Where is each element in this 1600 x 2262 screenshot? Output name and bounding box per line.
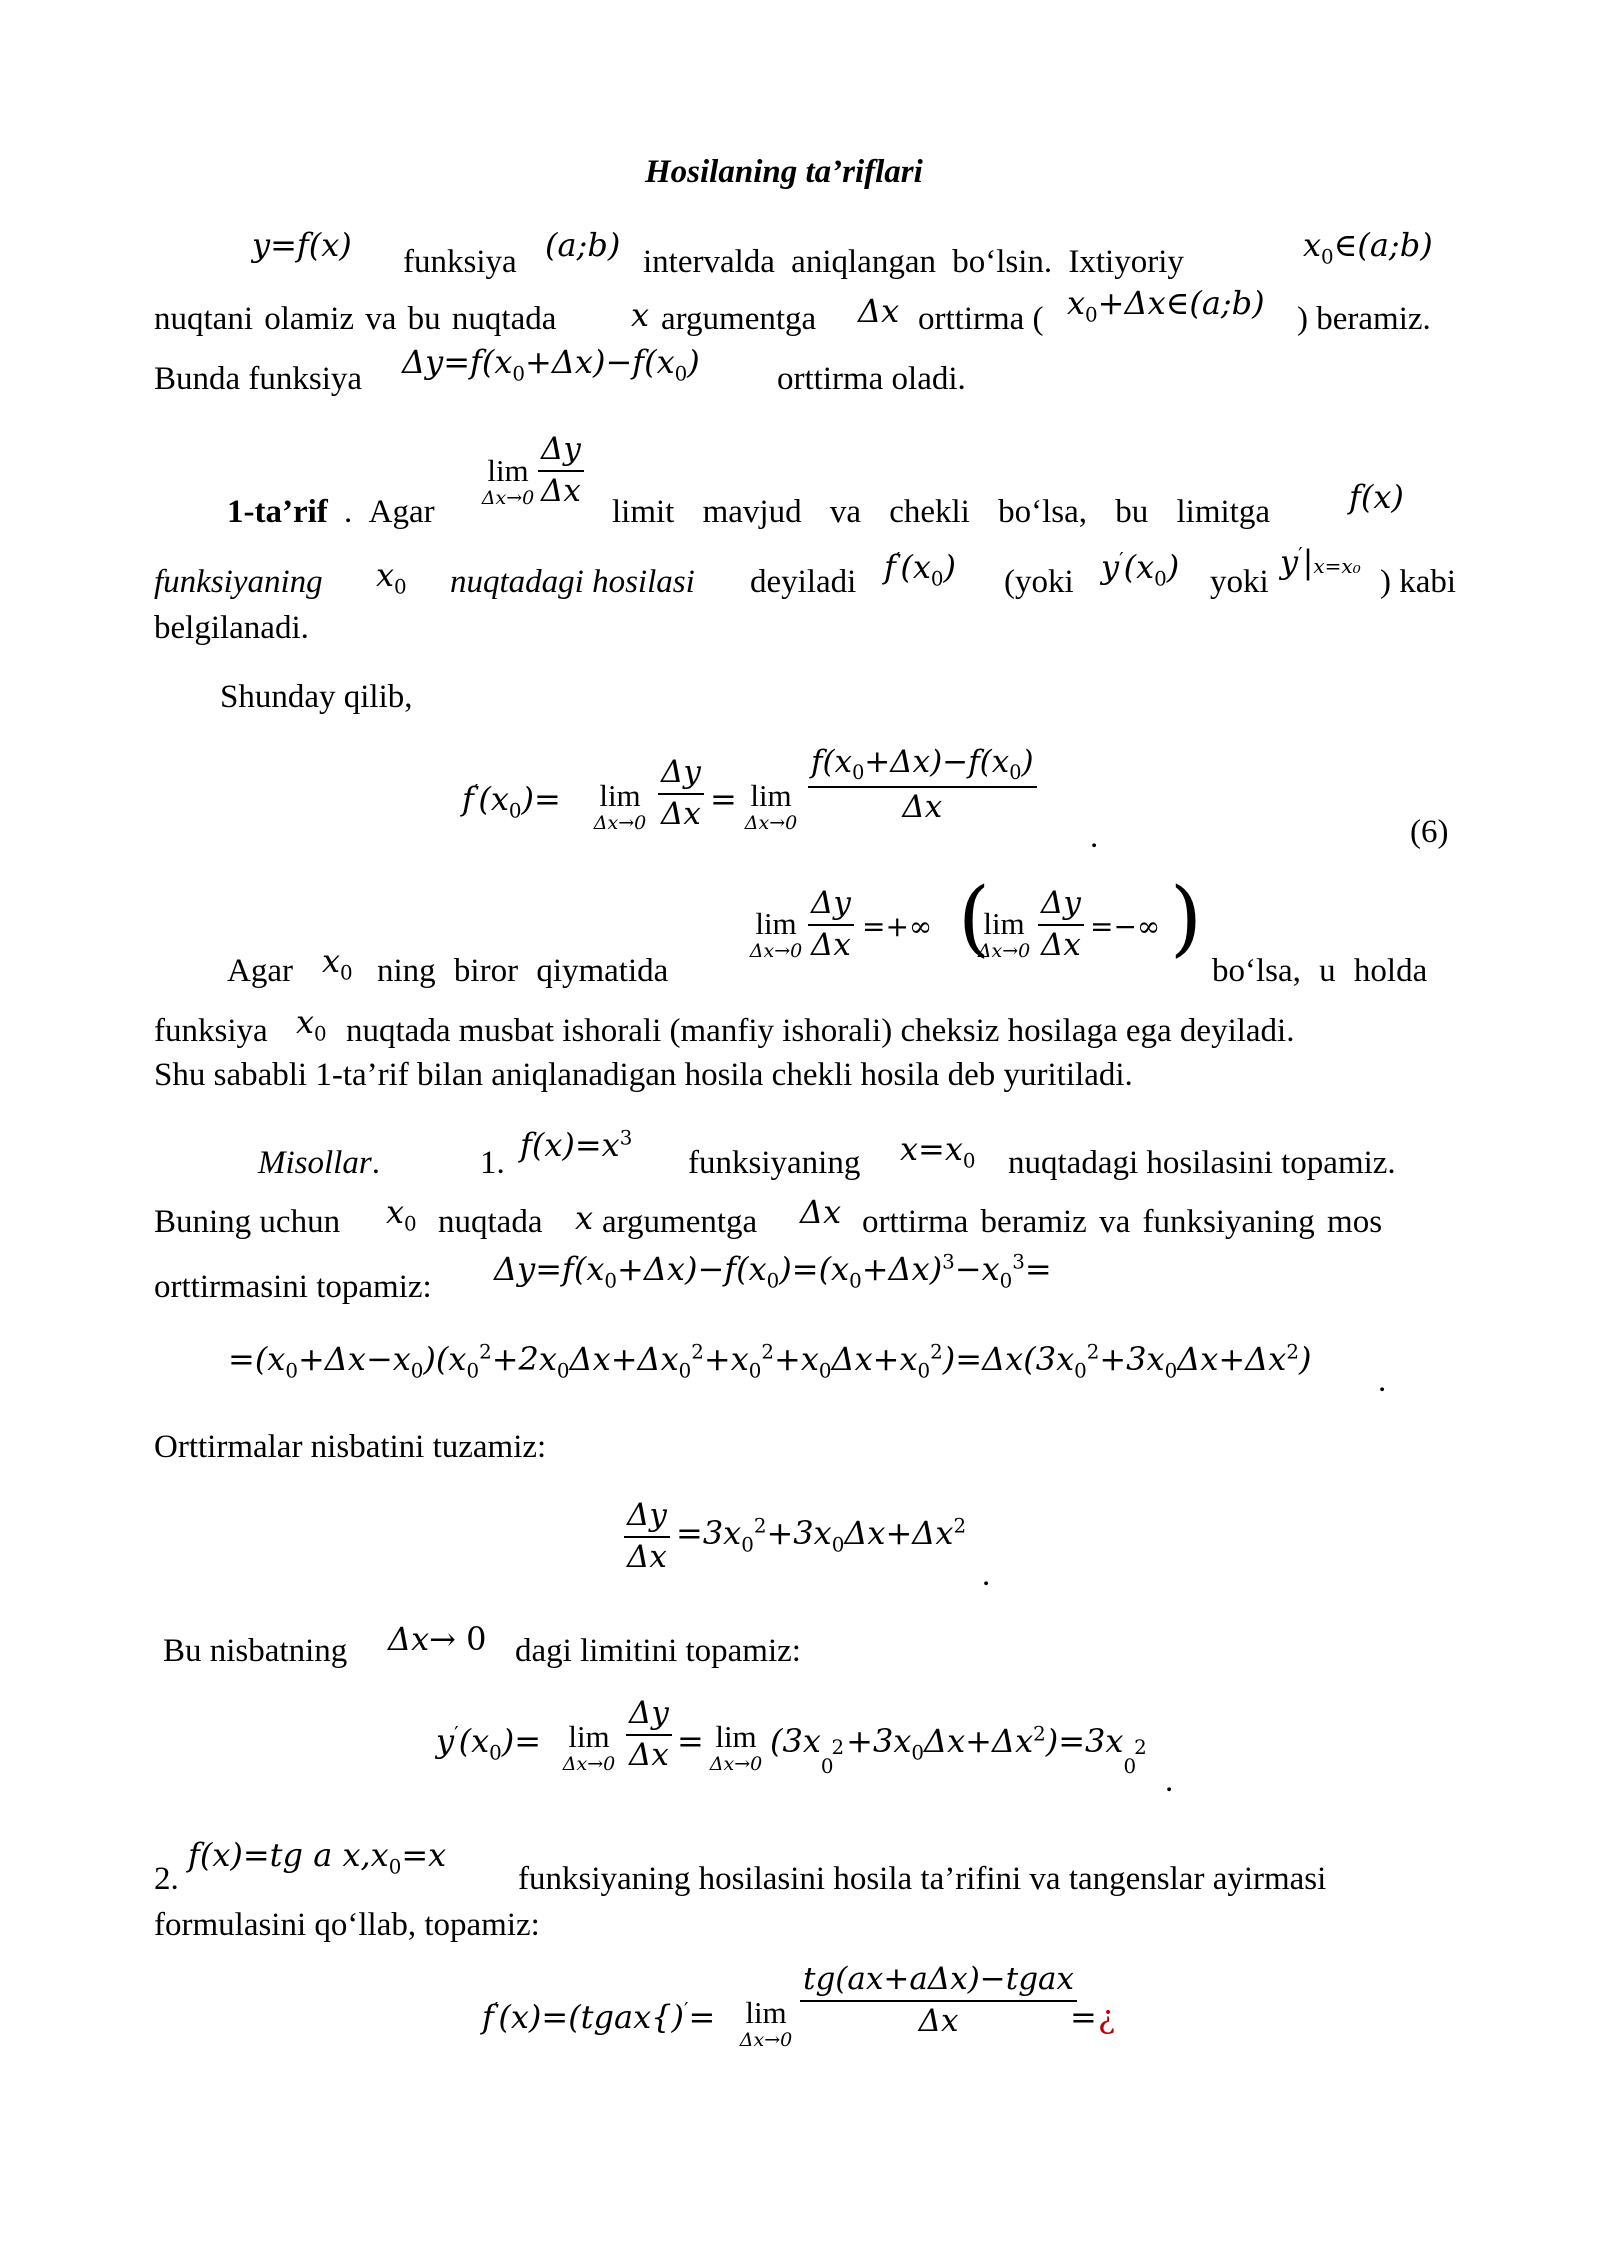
text-agar-2: Agar	[227, 953, 293, 989]
fraction-dy-dx-5	[626, 1696, 672, 1773]
text-deyiladi: deyiladi	[750, 564, 857, 600]
text-bolsa-u-holda: bo‘lsa, u holda	[1212, 953, 1428, 989]
text-funksiya-2: funksiya	[154, 1013, 268, 1049]
fraction-denominator: Δx	[629, 1736, 669, 1773]
lim-word: lim	[745, 1995, 787, 2030]
formula-fx-tg-ax: f(x)=tg a $x,x_0=x$	[188, 1836, 447, 1879]
text-shunday-qilib: Shunday qilib,	[220, 679, 413, 715]
formula-plus-infinity: =+∞	[862, 910, 933, 943]
inverted-question-mark: ¿	[1098, 1998, 1116, 2036]
fraction-numerator: Δy	[658, 755, 704, 795]
text-belgilanadi: belgilanadi.	[154, 610, 309, 646]
limit-minus-inf	[972, 907, 1036, 962]
lim-under: Δx→0	[739, 2029, 793, 2052]
fraction-denominator: Δx	[1041, 926, 1081, 963]
formula-x0-c: $x_0$	[296, 1003, 327, 1046]
period-3: .	[982, 1557, 991, 1593]
text-bunda-funksiya: Bunda funksiya	[154, 361, 363, 397]
equals-sign: =	[710, 780, 737, 818]
fraction-dy-dx-4	[1038, 886, 1084, 963]
text-dagi-limitini: dagi limitini topamiz:	[515, 1633, 801, 1669]
formula-yprime-x0: $y'(x_0)$	[1101, 548, 1180, 591]
limit-4	[700, 1720, 772, 1775]
page-title: Hosilaning ta’riflari	[645, 154, 923, 190]
text-intervalda: intervalda aniqlangan bo‘lsin. Ixtiyoriy	[643, 244, 1184, 280]
fraction-numerator: Δy	[1038, 886, 1084, 926]
text-example-2-number: 2.	[154, 1861, 179, 1897]
formula-eq6-lhs: $f'(x_0)=$	[462, 780, 561, 823]
text-orttirma: orttirma (	[918, 301, 1044, 337]
period-2: .	[1378, 1363, 1387, 1399]
formula-factored: $=(x_0+\Delta x-x_0)(x_0^2+2x_0\Delta x+\Delta x_0^2+x_0^2+x_0\Delta x+x_0^2)=\Delta x(3x_0^2+3x_0\Delta x+\Delta x^2)$	[228, 1340, 1312, 1383]
fraction-numerator: Δy	[538, 432, 584, 472]
text-argumentga-2: argumentga	[602, 1204, 758, 1240]
limit-3	[553, 1720, 625, 1775]
formula-dy-expansion: $\Delta y=f(x_0+\Delta x)-f(x_0)=(x_0+\Delta x)^3-x_0^3=$	[494, 1250, 1052, 1293]
formula-yprime-lhs: $y'(x_0)=$	[436, 1722, 542, 1765]
text-buning-uchun: Buning uchun	[154, 1204, 341, 1240]
formula-x0-plus-dx: $x_0+\Delta x\in(a;b)$	[1067, 284, 1265, 327]
text-argumentga: argumentga	[661, 301, 817, 337]
text-yoki-1: (yoki	[1004, 564, 1074, 600]
lim-under: Δx→0	[593, 812, 647, 835]
text-yoki-2: yoki	[1210, 564, 1269, 600]
lim-under: Δx→0	[709, 1753, 763, 1776]
period-4: .	[1165, 1763, 1174, 1799]
text-nuqtadagi-hosilasini: nuqtadagi hosilasini topamiz.	[1008, 1145, 1396, 1181]
lim-word: lim	[755, 906, 797, 941]
text-funksiya: funksiya	[403, 244, 517, 280]
formula-x0-b: $x_0$	[322, 942, 353, 985]
formula-x0-a: $x_0$	[376, 556, 407, 599]
formula-yprime-at-x0: y′|x=x₀	[1280, 543, 1361, 581]
formula-minus-infinity: =−∞	[1090, 910, 1161, 943]
fraction-numerator: Δy	[808, 886, 854, 926]
equation-number: (6)	[1410, 814, 1449, 850]
text-shu-sababli: Shu sababli 1-ta’rif bilan aniqlanadigan hosila chekli hosila deb yuritiladi.	[154, 1057, 1133, 1093]
formula-dx-b: Δx	[800, 1193, 842, 1231]
text-ex2-funksiyaning: funksiyaning hosilasini hosila ta’rifini va tangenslar ayirmasi	[518, 1861, 1327, 1897]
fraction-denominator: Δx	[811, 926, 851, 963]
lim-under: Δx→0	[744, 812, 798, 835]
lim-word: lim	[983, 906, 1025, 941]
term-nuqtadagi-hosilasi: nuqtadagi hosilasi	[450, 564, 695, 600]
text-misollar: Misollar.	[258, 1145, 380, 1181]
formula-limit-result: $(3x_0^2+3x_0\Delta x+\Delta x^2)=3x_0^2$	[770, 1722, 1147, 1779]
limit-2	[735, 779, 807, 834]
lim-under: Δx→0	[977, 940, 1031, 963]
fraction-denominator: Δx	[541, 472, 581, 509]
formula-x-b: x	[575, 1199, 594, 1237]
text-limit-mavjud: limit mavjud va chekli bo‘lsa, bu limitga	[612, 494, 1270, 530]
formula-dx-to-0: Δx→ 0	[388, 1620, 487, 1658]
text-funksiyaning-ex1: funksiyaning	[688, 1145, 861, 1181]
text-orttirmalar-nisbatini: Orttirmalar nisbatini tuzamiz:	[154, 1429, 547, 1465]
formula-x: x	[631, 296, 650, 334]
limit-5	[730, 1996, 802, 2051]
text-orttirma-oladi: orttirma oladi.	[777, 361, 966, 397]
text-ning-biror: ning biror qiymatida	[377, 953, 669, 989]
lim-under: Δx→0	[481, 487, 535, 510]
formula-interval-ab: (a;b)	[545, 226, 621, 264]
period: .	[1090, 819, 1099, 855]
fraction-dy-dx-2	[658, 755, 704, 832]
limit-1	[584, 779, 656, 834]
fraction-numerator: Δy	[624, 1498, 670, 1538]
formula-y-fx: y=f(x)	[252, 226, 352, 264]
fraction-difference-quotient	[808, 745, 1037, 826]
fraction-tg-difference	[800, 1962, 1077, 2039]
limit-dy-dx	[478, 454, 538, 509]
formula-dx: Δx	[858, 292, 900, 330]
equals-sign-2: =	[677, 1722, 704, 1760]
fraction-denominator: Δx	[661, 795, 701, 832]
text-bu-nisbatning: Bu nisbatning	[163, 1633, 348, 1669]
lim-word: lim	[599, 778, 641, 813]
formula-x-eq-x0: $x=x_0$	[900, 1130, 976, 1173]
formula-fx: f(x)	[1349, 478, 1404, 516]
term-funksiyaning: funksiyaning	[154, 564, 323, 600]
text-example-1-number: 1.	[480, 1145, 505, 1181]
lim-under: Δx→0	[749, 940, 803, 963]
limit-plus-inf	[746, 907, 806, 962]
paren-right: )	[1170, 871, 1202, 966]
lim-word: lim	[487, 453, 529, 488]
formula-delta-y: $\Delta y=f(x_0+\Delta x)-f(x_0)$	[402, 343, 700, 386]
formula-ratio-rhs: $=3x_0^2+3x_0\Delta x+\Delta x^2$	[676, 1514, 967, 1557]
lim-word: lim	[715, 1719, 757, 1754]
formula-x0-d: $x_0$	[386, 1193, 417, 1236]
fraction-denominator: Δx	[627, 1538, 667, 1575]
text-nuqtada: nuqtada	[438, 1204, 543, 1240]
equals-sign-3: =	[1070, 1998, 1097, 2036]
fraction-numerator: tg(ax+aΔx)−tgax	[800, 1962, 1077, 2002]
text-orttirma-beramiz: orttirma beramiz va funksiyaning mos	[862, 1204, 1383, 1240]
text-nuqtani: nuqtani olamiz va bu nuqtada	[154, 301, 557, 337]
fraction-ratio	[624, 1498, 670, 1575]
formula-x0-in-ab: $x_0\in(a;b)$	[1303, 226, 1433, 269]
fraction-numerator: $f(x_0+\Delta x)-f(x_0)$	[808, 745, 1037, 788]
lim-word: lim	[568, 1719, 610, 1754]
fraction-denominator: Δx	[902, 789, 943, 826]
fraction-dy-dx-3	[808, 886, 854, 963]
text-formulasini: formulasini qo‘llab, topamiz:	[154, 1907, 540, 1943]
misollar-word: Misollar	[258, 1145, 372, 1181]
definition-label: 1-ta’rif	[227, 494, 328, 530]
formula-fprime-x0: $f'(x_0)$	[884, 548, 956, 591]
fraction-dy-dx	[538, 432, 584, 509]
lim-word: lim	[750, 778, 792, 813]
text-beramiz: ) beramiz.	[1297, 301, 1431, 337]
text-kabi: ) kabi	[1380, 564, 1457, 600]
text-orttirmasini: orttirmasini topamiz:	[154, 1269, 432, 1305]
formula-fprime-tgax: f′(x)=(tgax{)′=	[482, 1998, 716, 2036]
lim-under: Δx→0	[562, 1753, 616, 1776]
fraction-denominator: Δx	[918, 2002, 959, 2039]
text-nuqtada-musbat: nuqtada musbat ishorali (manfiy ishorali) cheksiz hosilaga ega deyiladi.	[346, 1013, 1295, 1049]
paren-left: (	[958, 871, 990, 966]
text-agar: . Agar	[344, 494, 435, 530]
fraction-numerator: Δy	[626, 1696, 672, 1736]
formula-fx-x3: $f(x)=x^3$	[520, 1126, 633, 1164]
